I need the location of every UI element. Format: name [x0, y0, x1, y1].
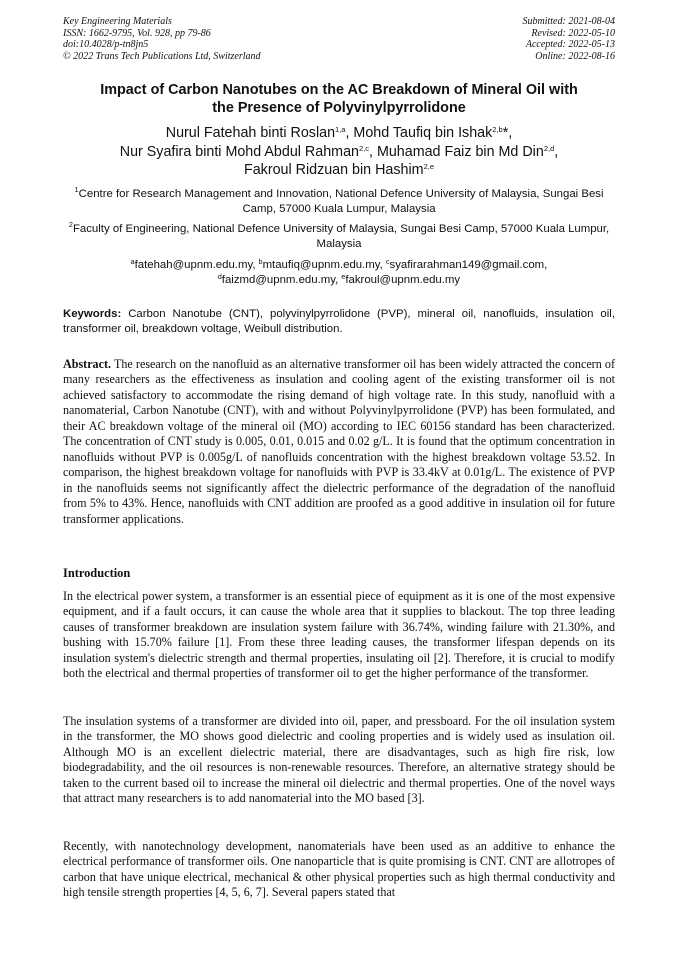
section-heading: Introduction	[63, 566, 131, 580]
affiliation-sup: 2	[68, 220, 73, 229]
title-line: Impact of Carbon Nanotubes on the AC Breakdown of Mineral Oil with	[100, 82, 578, 98]
email-address[interactable]: fatehah@upnm.edu.my	[134, 259, 253, 271]
abstract	[63, 357, 615, 527]
email-sup: e	[341, 274, 346, 281]
paragraph: In the electrical power system, a transformer is an essential piece of equipment as it is one of the most expensive equipment, and if a fault occurs, it can cause the whole area that it supplies to blackout. The top three leading causes of transformer breakdown are insulation system failure with 36.74%, winding failure with 21.30%, and bushing with 15.70% failure [1]. From these three leading causes, the transformer lifespan depends on its insulation system's dielectric strength and thermal properties, insulating oil [2]. Therefore, it is crucial to modify both the electrical and thermal properties of transformer oil to get the higher performance of the transformer.	[63, 589, 615, 681]
affiliation-sup: 1	[74, 185, 79, 194]
journal-doi: doi:10.4028/p-tn8jn5	[63, 39, 149, 51]
author-list: Nurul Fatehah binti Roslan$^{1,a}$, Mohd Taufiq bin Ishak$^{2,b}$*, Nur Syafira binti Mohd Abdul Rahman$^{2,c}$, Muhamad Faiz bin Md Din$^{2,d}$, Fakroul Ridzuan bin Hashim$^{2,e}$	[119, 125, 559, 178]
affiliation-text: Faculty of Engineering, National Defence University of Malaysia, Sungai Besi Camp, 57000 Kuala Lumpur, Malaysia	[72, 223, 610, 250]
dates-header	[523, 16, 616, 62]
date-accepted: Accepted: 2022-05-13	[525, 39, 615, 51]
email-address[interactable]: faizmd@upnm.edu.my	[221, 274, 336, 286]
author-name: Mohd Taufiq bin Ishak	[353, 125, 493, 141]
email-sup: b	[258, 259, 263, 266]
author-name: Nurul Fatehah binti Roslan	[165, 125, 336, 141]
corresponding-mark: *	[502, 125, 509, 141]
paragraph: The insulation systems of a transformer are divided into oil, paper, and pressboard. For the oil insulation system in the transformer, the MO shows good dielectric and cooling properties and is widely used as insulation oil. Although MO is an excellent dielectric material, there are disadvantages, such as high fire risk, low biodegradability, and the oil resources is non-renewable resources. Therefore, an alternative strategy should be taken to the current based oil to increase the mineral oil dielectric and thermal properties. One of the novel ways that attract many researchers is to add nanomaterial into the MO based [3].	[63, 714, 615, 806]
email-address[interactable]: mtaufiq@upnm.edu.my	[262, 259, 380, 271]
email-address[interactable]: syafirarahman149@gmail.com	[389, 259, 545, 271]
author-sup: 2,e	[423, 162, 435, 171]
author-sup: 2,d	[543, 143, 555, 153]
affiliation	[63, 187, 615, 217]
keywords	[63, 307, 615, 337]
keywords-label: Keywords:	[63, 308, 122, 320]
author-name: Nur Syafira binti Mohd Abdul Rahman	[119, 143, 359, 160]
date-online: Online: 2022-08-16	[535, 50, 615, 62]
paper-title	[50, 81, 628, 117]
affiliation-text: Centre for Research Management and Innovation, National Defence University of Malaysia, Sungai Besi Camp, 57000 Kuala Lumpur, Malaysia	[78, 188, 604, 215]
email-sup: c	[386, 259, 390, 266]
author-sup: 2,c	[358, 143, 369, 153]
abstract-label: Abstract.	[63, 357, 112, 371]
affiliation	[63, 222, 615, 252]
author-sup: 2,b	[492, 125, 503, 134]
email-sup: d	[217, 274, 222, 281]
journal-name: Key Engineering Materials	[63, 16, 172, 27]
author-sup: 1,a	[335, 125, 346, 134]
email-list: $^a$fatehah@upnm.edu.my, $^b$mtaufiq@upnm.edu.my, $^c$syafirarahman149@gmail.com, $^d$faizmd@upnm.edu.my, $^e$fakroul@upnm.edu.my	[130, 259, 548, 286]
date-submitted: Submitted: 2021-08-04	[522, 16, 615, 27]
title-line: the Presence of Polyvinylpyrrolidone	[212, 100, 466, 116]
abstract-text: The research on the nanofluid as an alternative transformer oil has been widely attracted the concern of many researchers as the effectiveness as insulation and cooling agent of the existing transformer oil is not achieved satisfactory to accommodate the rising demand of high voltage rate. In this study, nanofluid with a nanomaterial, Carbon Nanotube (CNT), with and without Polyvinylpyrrolidone (PVP) has been formulated, and their AC breakdown voltage of the mineral oil (MO) according to IEC 60156 standard has been characterized. The concentration of CNT study is 0.005, 0.01, 0.015 and 0.02 g/L. It is found that the optimum concentration in nanofluids without PVP is 0.005g/L of nanofluids concentration with the highest breakdown voltage 53.52. In comparison, the highest breakdown voltage for nanofluids with PVP is 33.4kV at 0.01g/L. The existence of PVP in the nanofluids seems not significantly affect the dielectric performance of the degradation of the nanofluid from 5% to 43%. Hence, nanofluids with CNT addition are proofed as a good additive in insulation oil for future transformer applications.	[63, 357, 615, 526]
email-sup: a	[130, 259, 135, 266]
journal-copyright: © 2022 Trans Tech Publications Ltd, Switzerland	[63, 50, 261, 62]
paragraph: Recently, with nanotechnology development, nanomaterials have been used as an additive to enhance the electrical performance of transformer oils. One nanoparticle that is quite promising is CNT. CNT are allotropes of carbon that have unique electrical, mechanical & other physical properties such as high thermal conductivity and high tensile strength properties [4, 5, 6, 7]. Several papers stated that	[63, 839, 615, 900]
email-address[interactable]: fakroul@upnm.edu.my	[345, 274, 461, 286]
author-name: Muhamad Faiz bin Md Din	[376, 143, 544, 160]
date-revised: Revised: 2022-05-10	[531, 27, 615, 39]
journal-issn: ISSN: 1662-9795, Vol. 928, pp 79-86	[63, 27, 211, 39]
author-name: Fakroul Ridzuan bin Hashim	[243, 162, 424, 178]
keywords-text: Carbon Nanotube (CNT), polyvinylpyrrolidone (PVP), mineral oil, nanofluids, insulation oil, transformer oil, breakdown voltage, Weibull distribution.	[63, 308, 615, 335]
journal-header	[63, 16, 261, 62]
